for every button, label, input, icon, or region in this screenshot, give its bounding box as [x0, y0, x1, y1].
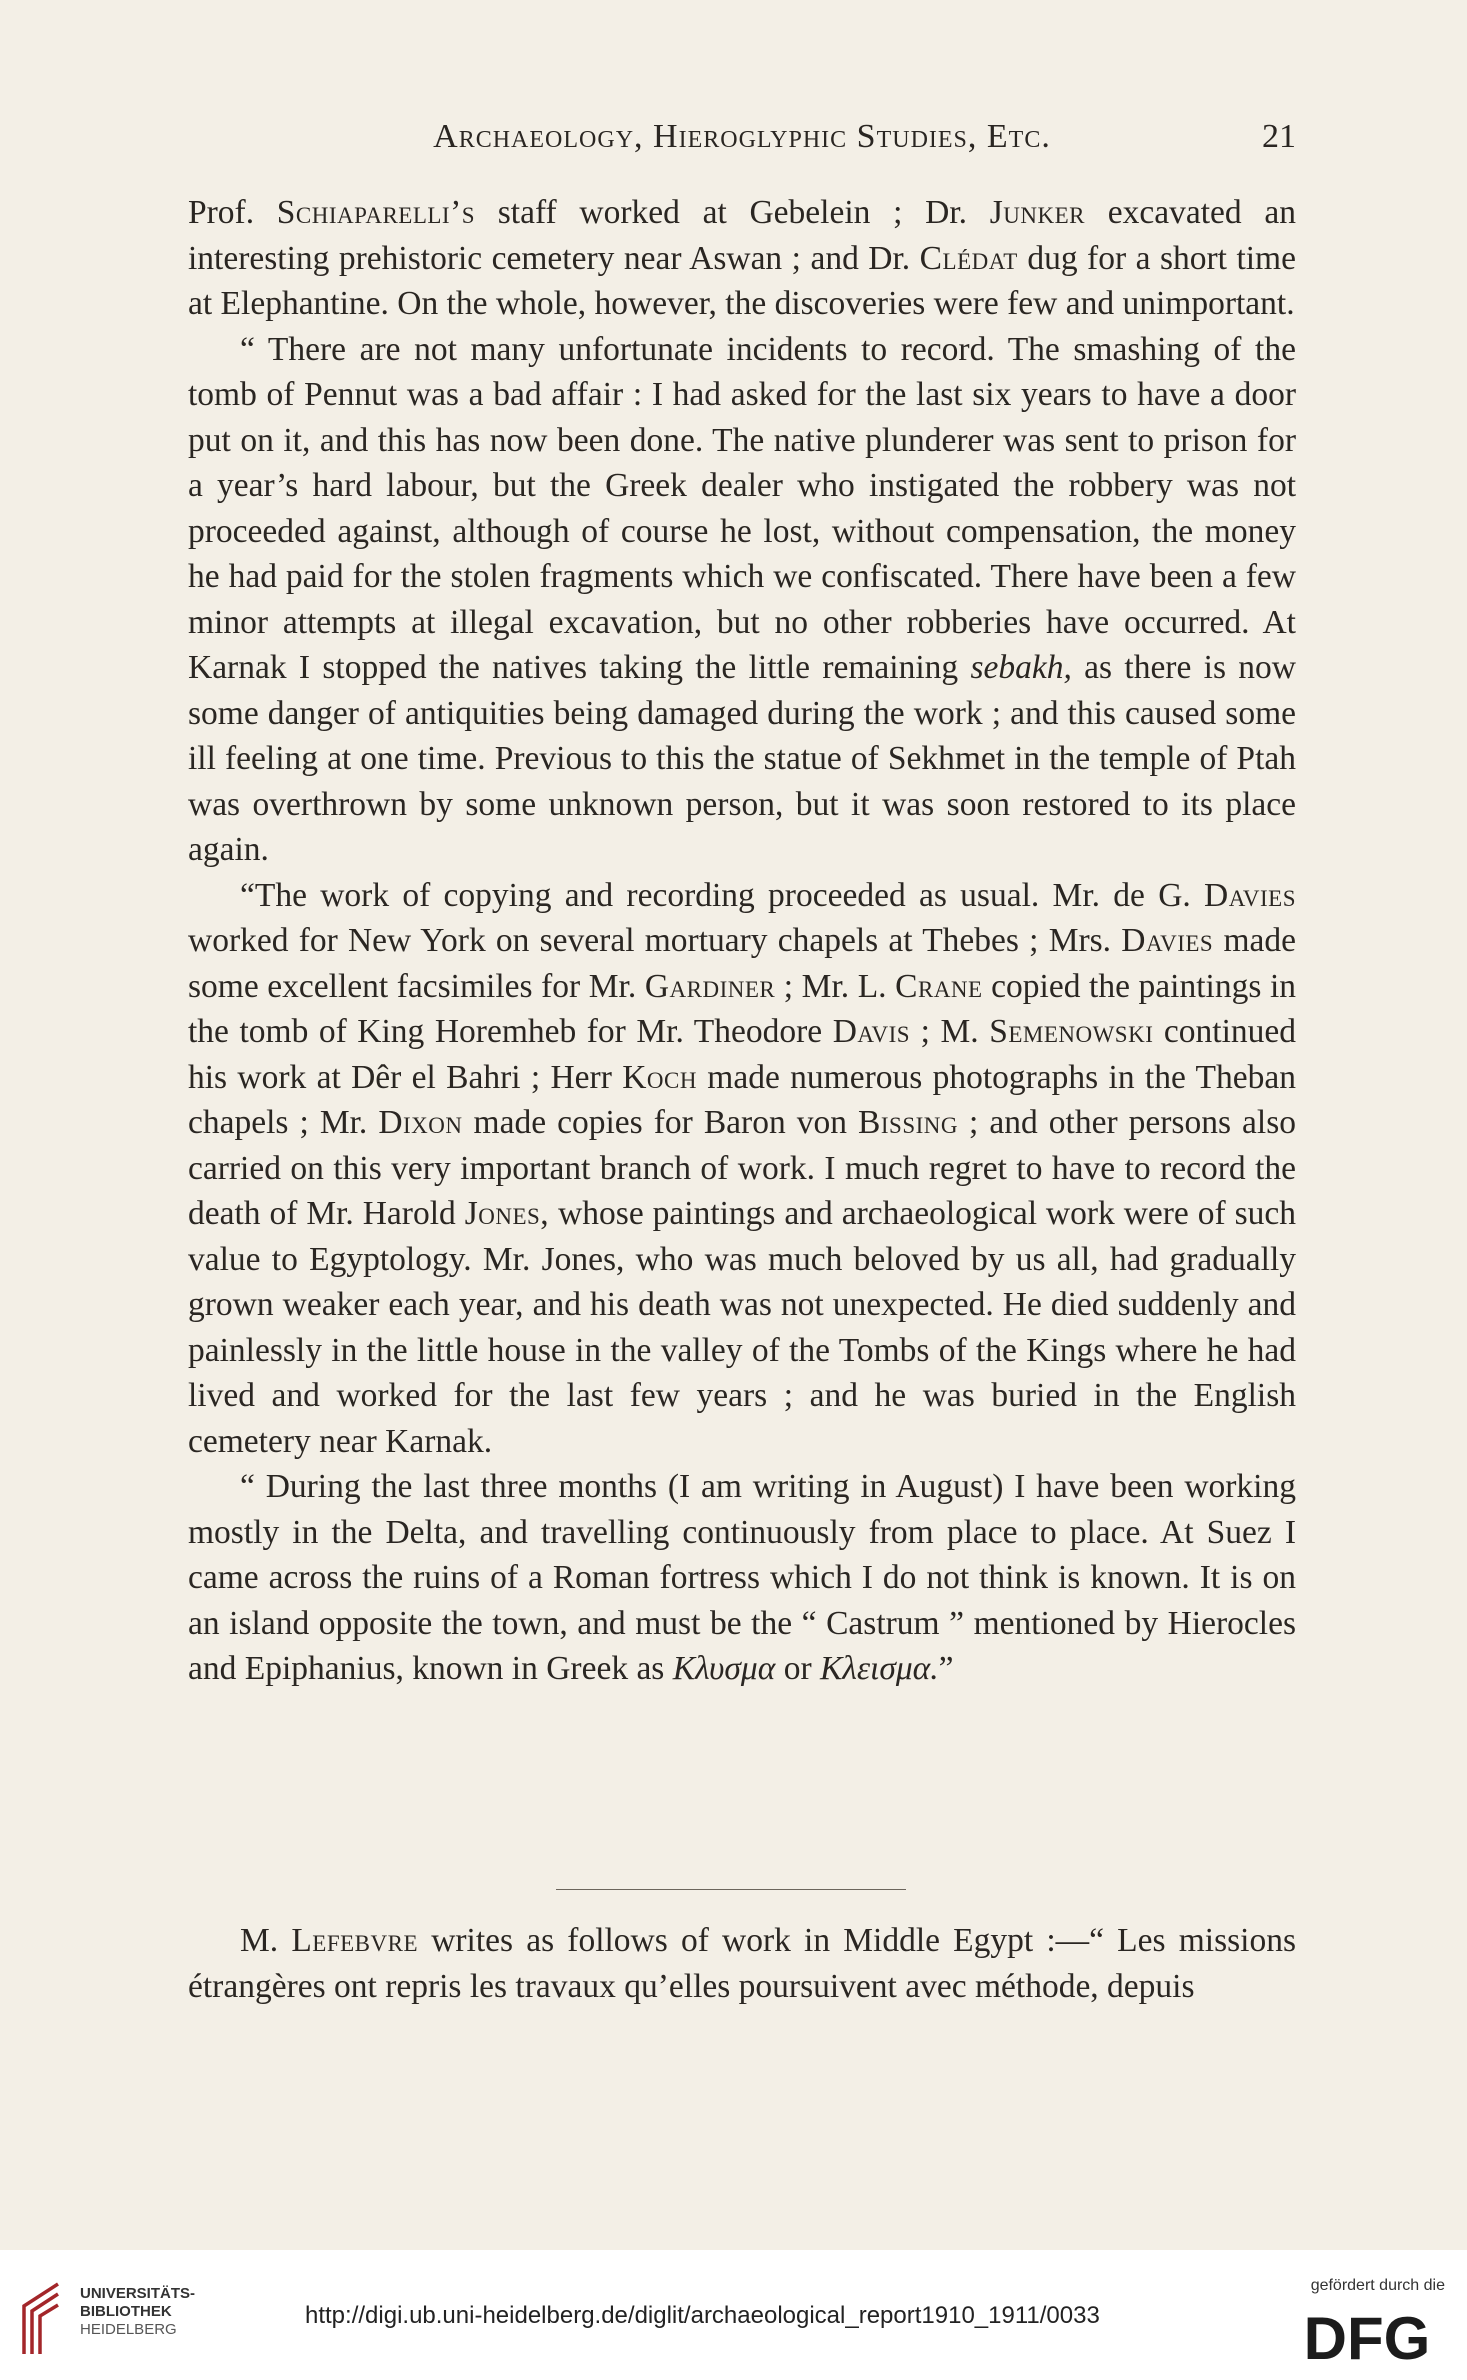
dfg-logo-icon — [1287, 2305, 1447, 2365]
person-name: Lefebvre — [291, 1922, 419, 1959]
person-name: Semenowski — [989, 1013, 1154, 1050]
paragraph-1: Prof. Schiaparelli’s staff worked at Gebelein ; Dr. Junker excavated an interesting prehistoric cemetery near Aswan ; and Dr. Clédat dug for a short time at Elephantine. On the whole, however, the discoveries were few and unimportant. — [188, 194, 1296, 322]
person-name: Clédat — [919, 239, 1018, 277]
person-name: Davies — [1204, 876, 1296, 914]
person-name: Jones, — [464, 1195, 550, 1232]
body-text-continued — [188, 1918, 1296, 2009]
person-name: Bissing — [858, 1104, 958, 1141]
person-name: Gardiner — [644, 967, 776, 1005]
body-text — [188, 190, 1296, 1692]
library-logo-icon — [18, 2278, 66, 2358]
digitization-footer — [0, 2250, 1467, 2380]
library-name: UNIVERSITÄTS- BIBLIOTHEK HEIDELBERG — [80, 2285, 196, 2338]
person-name: Junker — [989, 194, 1086, 231]
person-name: Schiaparelli’s — [276, 194, 476, 231]
funded-by-label: gefördert durch die — [1310, 2277, 1445, 2294]
paragraph-4: “ During the last three months (I am writing in August) I have been working mostly in the Delta, and travelling continuously from place to place. At Suez I came across the ruins of a Roman fortress which I do not think is known. It is on an island opposite the town, and must be the “ Castrum ” mentioned by Hierocles and Epiphanius, known in Greek as Κλυσμα or Κλεισμα.” — [188, 1468, 1296, 1687]
paragraph-5: M. Lefebvre writes as follows of work in Middle Egypt :—“ Les missions étrangères ont repris les travaux qu’elles poursuivent avec méthode, depuis — [188, 1922, 1296, 2005]
person-name: Davis — [832, 1013, 911, 1050]
paragraph-3: “The work of copying and recording proceeded as usual. Mr. de G. Davies worked for New York on several mortuary chapels at Thebes ; Mrs. Davies made some excellent facsimiles for Mr. Gardiner ; Mr. L. Crane copied the paintings in the tomb of King Horemheb for Mr. Theodore Davis ; M. Semenowski continued his work at Dêr el Bahri ; Herr Koch made numerous photographs in the Theban chapels ; Mr. Dixon made copies for Baron von Bissing ; and other persons also carried on this very important branch of work. I much regret to have to record the death of Mr. Harold Jones, whose paintings and archaeological work were of such value to Egyptology. Mr. Jones, who was much beloved by us all, had gradually grown weaker each year, and his death was not unexpected. He died suddenly and painlessly in the little house in the valley of the Tombs of the Kings where he had lived and worked for the last few years ; and he was buried in the English cemetery near Karnak. — [188, 876, 1297, 1460]
paragraph-2: “ There are not many unfortunate incidents to record. The smashing of the tomb of Pennut was a bad affair : I had asked for the last six years to have a door put on it, and this has now been done. The native plunderer was sent to prison for a year’s hard labour, but the Greek dealer who instigated the robbery was not proceeded against, although of course he lost, without compensation, the money he had paid for the stolen fragments which we confiscated. There have been a few minor attempts at illegal excavation, but no other robberies have occurred. At Karnak I stopped the natives taking the little remaining sebakh, as there is now some danger of antiquities being damaged during the work ; and this caused some ill feeling at one time. Previous to this the statue of Sekhmet in the temple of Ptah was overthrown by some unknown person, but it was soon restored to its place again. — [188, 330, 1296, 868]
person-name: Dixon — [378, 1104, 463, 1141]
permalink-url[interactable]: http://digi.ub.uni-heidelberg.de/diglit/archaeological_report1910_1911/0033 — [305, 2302, 1100, 2329]
greek-term: Κλεισμα. — [819, 1650, 939, 1687]
running-title: Archaeology, Hieroglyphic Studies, Etc. — [433, 118, 1051, 155]
person-name: Crane — [895, 967, 983, 1005]
dfg-logo-text: DFG — [1303, 2305, 1431, 2365]
person-name: Davies — [1121, 922, 1214, 959]
greek-term: Κλυσμα — [672, 1650, 776, 1687]
person-name: Koch — [622, 1058, 697, 1096]
section-divider — [556, 1889, 906, 1890]
running-head — [188, 118, 1296, 166]
page-number: 21 — [1262, 118, 1296, 155]
italic-term: sebakh, — [970, 649, 1072, 686]
